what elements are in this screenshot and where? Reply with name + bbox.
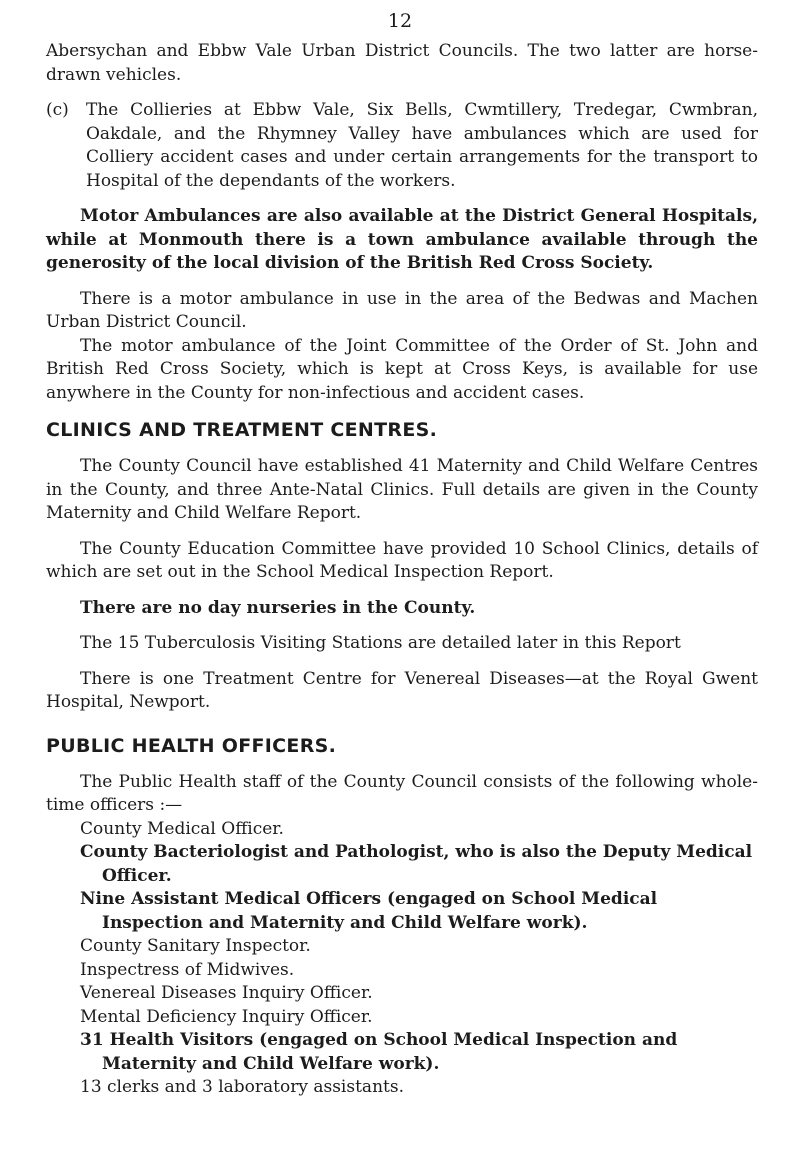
paragraph-venereal-centre: There is one Treatment Centre for Venereal Diseases—at the Royal Gwent Hospital, Newport. [46,668,758,712]
paragraph-clinics-maternity: The County Council have established 41 Maternity and Child Welfare Centres in the County, and three Ante-Natal Clinics. Full details are given in the County Maternity and Child Welfare Report. [46,456,758,523]
paragraph-officers-intro: The Public Health staff of the County Council consists of the following whole-time officers :— [46,771,758,815]
paragraph-clinics-school: The County Education Committee have provided 10 School Clinics, details of which are set out in the School Medical Inspection Report. [46,538,758,582]
heading-public-health-officers: PUBLIC HEALTH OFFICERS. [46,734,337,757]
paragraph-abersychan: Abersychan and Ebbw Vale Urban District Councils. The two latter are horse-drawn vehicles. [46,41,758,85]
list-item: County Sanitary Inspector. [80,936,311,956]
paragraph-day-nurseries: There are no day nurseries in the County. [80,597,476,618]
heading-clinics: CLINICS AND TREATMENT CENTRES. [46,419,438,441]
paragraph-bedwas: There is a motor ambulance in use in the area of the Bedwas and Machen Urban District Council. [46,288,758,332]
paragraph-tuberculosis: The 15 Tuberculosis Visiting Stations are detailed later in this Report [80,633,681,653]
item-text: The Collieries at Ebbw Vale, Six Bells, Cwmtillery, Tredegar, Cwmbran, Oakdale, and the Rhymney Valley have ambulances which are used for Colliery accident cases and under certain arrangements for the transport to Hospital of the dependants of the workers. [86,100,758,191]
list-item: County Medical Officer. [80,818,284,839]
list-item: Mental Deficiency Inquiry Officer. [80,1006,373,1027]
list-item: Nine Assistant Medical Officers (engaged on School Medical Inspection and Maternity and Child Welfare work). [80,889,658,933]
list-item-c [46,99,758,193]
list-item: 31 Health Visitors (engaged on School Medical Inspection and Maternity and Child Welfare work). [80,1030,678,1074]
page-number: 12 [387,10,413,32]
page-content [46,40,758,1100]
list-item: Inspectress of Midwives. [80,959,295,980]
list-item: Venereal Diseases Inquiry Officer. [80,983,373,1003]
item-label: (c) [46,100,69,120]
list-item: 13 clerks and 3 laboratory assistants. [80,1077,404,1097]
paragraph-st-john: The motor ambulance of the Joint Committee of the Order of St. John and British Red Cross Society, which is kept at Cross Keys, is available for use anywhere in the County for non-infectious and accident cases. [46,335,758,403]
officers-list [46,818,758,1100]
list-item: County Bacteriologist and Pathologist, who is also the Deputy Medical Officer. [80,842,753,886]
paragraph-motor-ambulances: Motor Ambulances are also available at the District General Hospitals, while at Monmouth there is a town ambulance available through the generosity of the local division of the British Red Cross Society. [46,206,758,273]
